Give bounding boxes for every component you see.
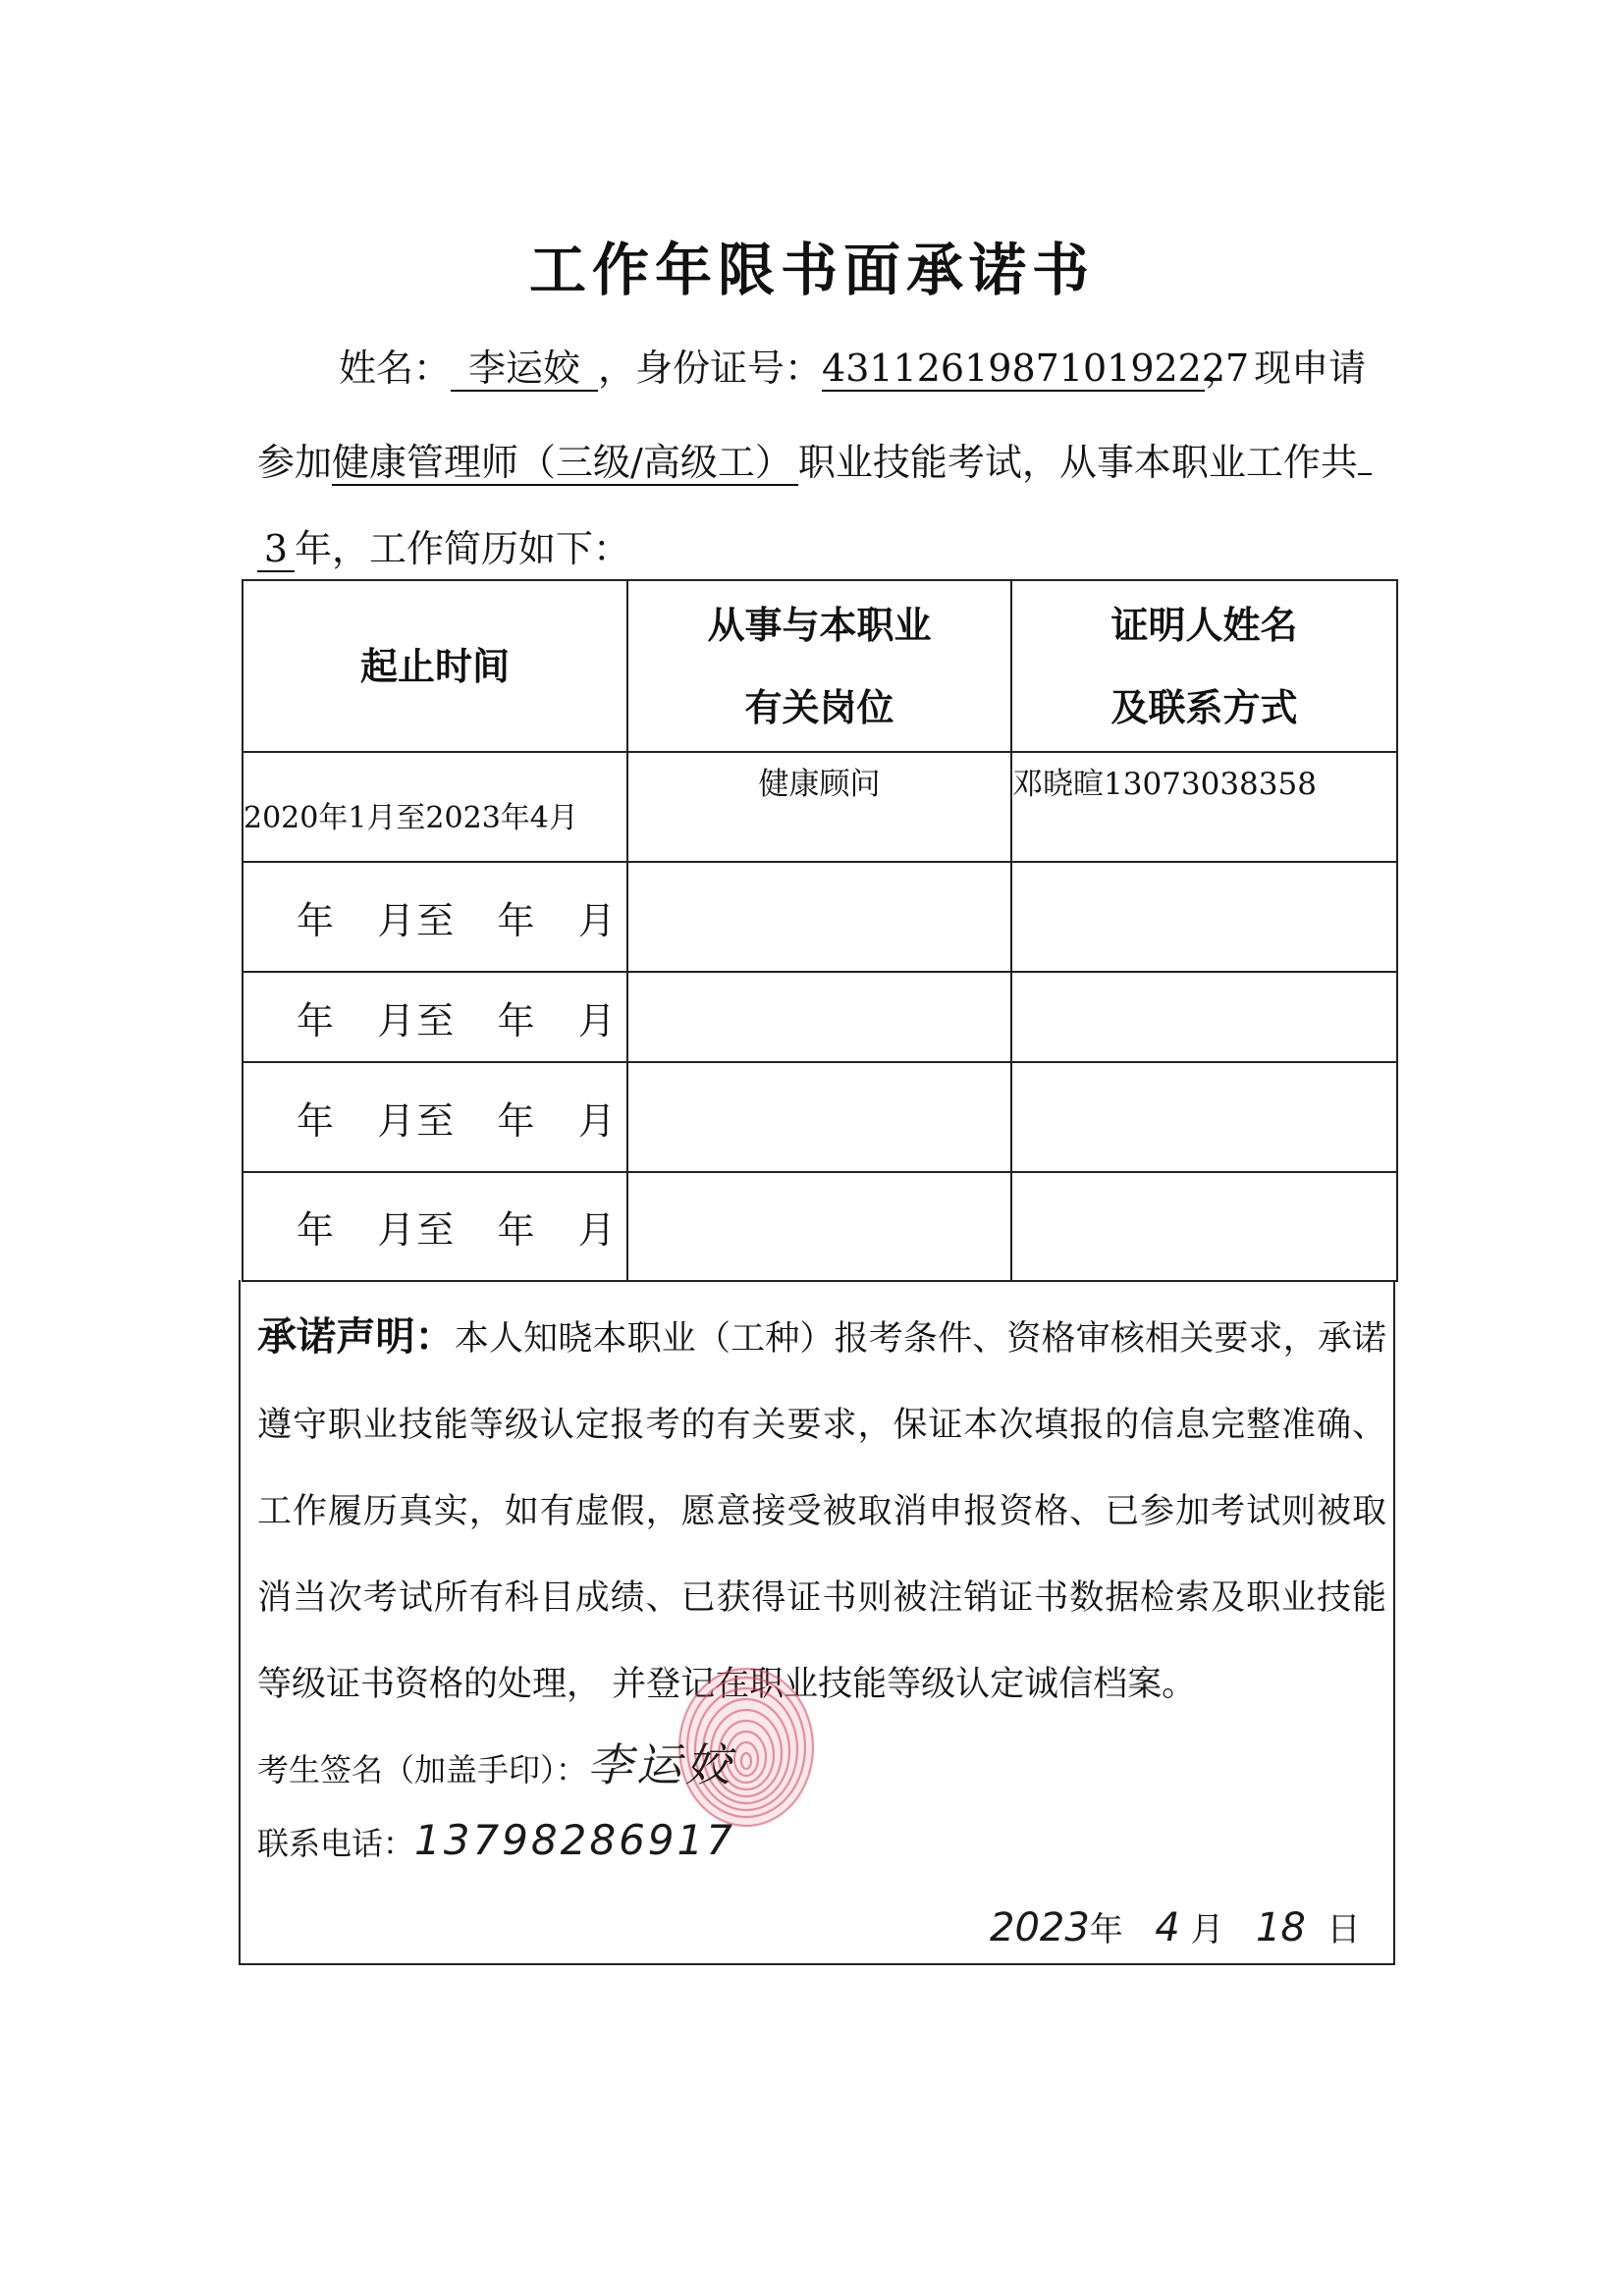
apply-text: ， 现申请 (1205, 347, 1367, 390)
table-header-row (243, 580, 1397, 752)
applicant-name: 李运姣 (451, 349, 598, 392)
work-history-table (242, 579, 1398, 1282)
intro-line-3 (257, 527, 631, 572)
position-cell (627, 1172, 1011, 1281)
period-cell: 年 月至 年 月 (243, 1172, 627, 1281)
date-year: 2023 (990, 1905, 1090, 1950)
header-witness (1011, 580, 1397, 752)
date-day: 18 (1255, 1905, 1306, 1950)
intro-line-2 (257, 441, 1372, 486)
table-row (243, 972, 1397, 1062)
table-row (243, 1172, 1397, 1281)
period-cell: 2020年1月至2023年4月 (243, 752, 627, 862)
handwritten-signature: 李运姣 (587, 1738, 735, 1791)
header-position-line1: 从事与本职业 (707, 603, 932, 647)
id-number: 431126198710192227 (822, 347, 1250, 390)
underline-tail (1358, 470, 1372, 475)
name-label: 姓名： (339, 347, 452, 390)
intro-line-1 (339, 349, 1366, 392)
position-cell (627, 1062, 1011, 1172)
table-row (243, 862, 1397, 972)
witness-cell (1011, 972, 1397, 1062)
resume-text: 年，工作简历如下： (295, 527, 631, 570)
period-cell: 年 月至 年 月 (243, 1062, 627, 1172)
position-cell (627, 862, 1011, 972)
header-witness-line2: 及联系方式 (1110, 685, 1298, 729)
month-unit: 月 (1190, 1910, 1224, 1949)
declaration-heading: 承诺声明： (257, 1314, 455, 1360)
header-witness-line1: 证明人姓名 (1110, 603, 1298, 647)
declaration-body: 本人知晓本职业（工种）报考条件、资格审核相关要求，承诺遵守职业技能等级认定报考的有关要求，保证本次填报的信息完整准确、工作履历真实，如有虚假，愿意接受被取消申报资格、已参加考试则被取消当次考试所有科目成绩、已获得证书则被注销证书数据检索及职业技能等级证书资格的处理， 并登记在职业技能等级认定诚信档案。 (257, 1319, 1386, 1704)
id-label: ，身份证号： (598, 347, 823, 390)
table-row (243, 1062, 1397, 1172)
witness-cell (1011, 1172, 1397, 1281)
position-cell (627, 972, 1011, 1062)
date-line (990, 1902, 1360, 1950)
header-position-line2: 有关岗位 (744, 685, 894, 729)
year-unit: 年 (1089, 1910, 1123, 1949)
witness-cell (1011, 1062, 1397, 1172)
date-month: 4 (1155, 1905, 1180, 1950)
exam-text: 职业技能考试，从事本职业工作共 (797, 441, 1358, 484)
years-value: 3 (257, 530, 295, 572)
table-row (243, 752, 1397, 862)
day-unit: 日 (1326, 1910, 1361, 1949)
handwritten-phone: 13798286917 (414, 1816, 735, 1864)
signature-line (257, 1730, 734, 1794)
header-position (627, 580, 1011, 752)
header-period: 起止时间 (243, 580, 627, 752)
contact-phone-line (257, 1816, 735, 1864)
occupation-name: 健康管理师（三级/高级工） (332, 444, 798, 486)
attend-label: 参加 (257, 441, 333, 484)
witness-cell: 邓晓暄13073038358 (1011, 752, 1397, 862)
witness-cell (1011, 862, 1397, 972)
phone-label: 联系电话： (257, 1825, 415, 1862)
signature-label: 考生签名（加盖手印）： (257, 1751, 588, 1789)
period-cell: 年 月至 年 月 (243, 862, 627, 972)
document-title: 工作年限书面承诺书 (528, 237, 1095, 303)
period-cell: 年 月至 年 月 (243, 972, 627, 1062)
position-cell: 健康顾问 (627, 752, 1011, 862)
